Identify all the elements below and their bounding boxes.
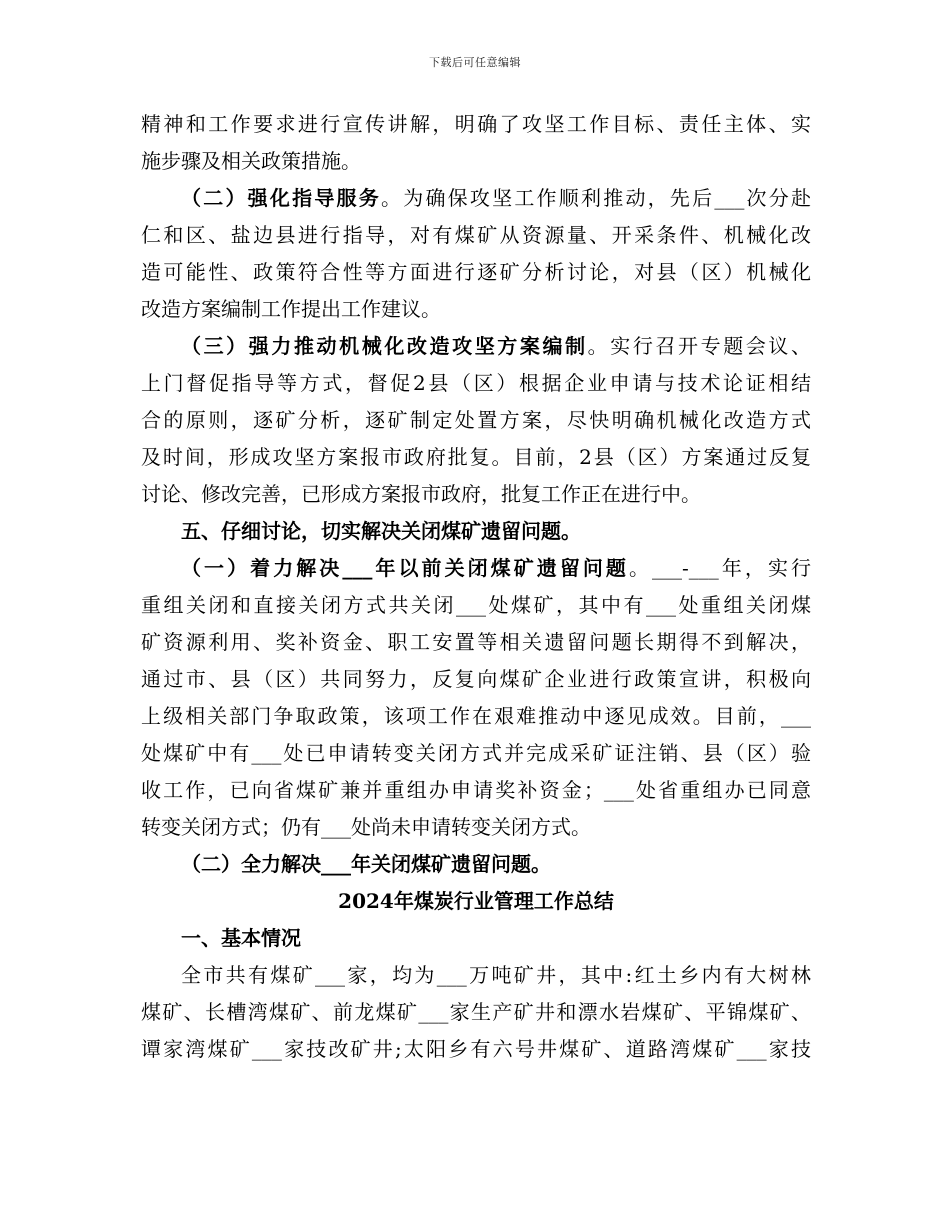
paragraph-line: 煤矿、长槽湾煤矿、前龙煤矿___家生产矿井和漂水岩煤矿、平锦煤矿、	[141, 1000, 811, 1024]
paragraph-line: 改造方案编制工作提出工作建议。	[141, 297, 441, 321]
paragraph-line: 全市共有煤矿___家，均为___万吨矿井，其中:红土乡内有大树林	[181, 963, 811, 987]
paragraph-line: 造可能性、政策符合性等方面进行逐矿分析讨论，对县（区）机械化	[141, 260, 811, 284]
paragraph-line: 重组关闭和直接关闭方式共关闭___处煤矿，其中有___处重组关闭煤	[141, 593, 811, 617]
paragraph-line: 收工作，已向省煤矿兼并重组办申请奖补资金；___处省重组办已同意	[141, 778, 811, 802]
document-title: 2024年煤炭行业管理工作总结	[338, 889, 614, 913]
paragraph-line: 通过市、县（区）共同努力，反复向煤矿企业进行政策宣讲，积极向	[141, 667, 811, 691]
paragraph-line: 上门督促指导等方式，督促2县（区）根据企业申请与技术论证相结	[141, 371, 811, 395]
subheading: （一）着力解决___年以前关闭煤矿遗留问题	[181, 556, 629, 580]
section-heading: 一、基本情况	[181, 926, 301, 950]
paragraph-line: 谭家湾煤矿___家技改矿井;太阳乡有六号井煤矿、道路湾煤矿___家技	[141, 1037, 811, 1061]
paragraph-line: 矿资源利用、奖补资金、职工安置等相关遗留问题长期得不到解决，	[141, 630, 811, 654]
paragraph-line: 处煤矿中有___处已申请转变关闭方式并完成采矿证注销、县（区）验	[141, 741, 811, 765]
paragraph-line	[141, 180, 811, 217]
paragraph-line	[141, 550, 811, 587]
paragraph-line: 上级相关部门争取政策，该项工作在艰难推动中逐见成效。目前，___	[141, 704, 811, 728]
paragraph-text: 。实行召开专题会议、	[587, 334, 811, 358]
paragraph-text: 。为确保攻坚工作顺利推动，先后___次分赴	[381, 186, 811, 210]
subheading: （二）全力解决___年关闭煤矿遗留问题。	[181, 852, 551, 876]
page-header: 下载后可任意编辑	[429, 56, 521, 69]
subheading: （三）强力推动机械化改造攻坚方案编制	[181, 334, 588, 358]
paragraph-line: 精神和工作要求进行宣传讲解，明确了攻坚工作目标、责任主体、实	[141, 112, 811, 136]
paragraph-line: 合的原则，逐矿分析，逐矿制定处置方案，尽快明确机械化改造方式	[141, 408, 811, 432]
subheading: （二）强化指导服务	[181, 186, 381, 210]
paragraph-line: 仁和区、盐边县进行指导，对有煤矿从资源量、开采条件、机械化改	[141, 223, 811, 247]
paragraph-text: 。___-___年，实行	[628, 556, 811, 580]
paragraph-line: 及时间，形成攻坚方案报市政府批复。目前，2县（区）方案通过反复	[141, 445, 811, 469]
paragraph-line	[141, 328, 811, 365]
paragraph-line: 转变关闭方式；仍有___处尚未申请转变关闭方式。	[141, 815, 591, 839]
document-body	[141, 106, 811, 1068]
paragraph-line: 施步骤及相关政策措施。	[141, 149, 361, 173]
section-heading: 五、仔细讨论，切实解决关闭煤矿遗留问题。	[181, 519, 581, 543]
paragraph-line: 讨论、修改完善，已形成方案报市政府，批复工作正在进行中。	[141, 482, 701, 506]
